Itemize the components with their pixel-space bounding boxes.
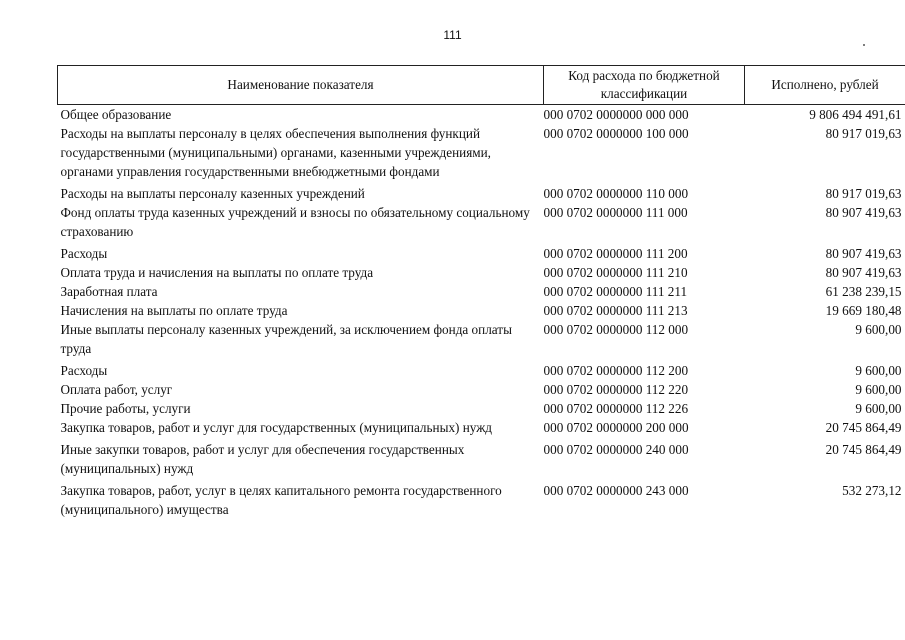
row-code: 000 0702 0000000 111 210 <box>543 265 688 280</box>
row-amount: 9 600,00 <box>855 382 902 397</box>
row-name: Оплата работ, услуг <box>60 382 173 397</box>
table-row <box>58 105 905 125</box>
row-amount: 80 917 019,63 <box>825 186 902 201</box>
header-indicator-name: Наименование показателя <box>58 66 544 105</box>
row-code: 000 0702 0000000 112 226 <box>543 401 689 416</box>
table-row <box>58 358 905 380</box>
row-amount: 9 600,00 <box>855 363 902 378</box>
row-amount: 61 238 239,15 <box>825 284 902 299</box>
table-row <box>58 418 905 437</box>
row-amount: 80 907 419,63 <box>825 246 902 261</box>
table-row <box>58 437 905 478</box>
row-code: 000 0702 0000000 000 000 <box>543 107 689 122</box>
table-row <box>58 320 905 358</box>
row-name: Оплата труда и начисления на выплаты по оплате труда <box>60 265 374 280</box>
row-name: Общее образование <box>60 107 172 122</box>
page-number: 111 <box>443 28 462 42</box>
table-row <box>58 399 905 418</box>
row-amount: 532 273,12 <box>842 483 902 498</box>
table-row <box>58 203 905 241</box>
row-name: Закупка товаров, работ, услуг в целях капитального ремонта государственного (муниципального) имущества <box>60 483 502 517</box>
row-code: 000 0702 0000000 112 200 <box>543 363 689 378</box>
row-name: Иные выплаты персоналу казенных учреждений, за исключением фонда оплаты труда <box>60 322 512 356</box>
row-amount: 20 745 864,49 <box>825 420 902 435</box>
table-row <box>58 263 905 282</box>
row-name: Прочие работы, услуги <box>60 401 191 416</box>
scan-speck <box>863 44 865 46</box>
table-row <box>58 478 905 519</box>
row-name: Расходы на выплаты персоналу казенных учреждений <box>60 186 365 201</box>
table-row <box>58 124 905 181</box>
row-name: Начисления на выплаты по оплате труда <box>60 303 288 318</box>
row-name: Расходы <box>60 363 108 378</box>
row-name: Иные закупки товаров, работ и услуг для обеспечения государственных (муниципальных) нужд <box>60 442 465 476</box>
row-amount: 9 806 494 491,61 <box>809 107 902 122</box>
row-name: Закупка товаров, работ и услуг для государственных (муниципальных) нужд <box>60 420 493 435</box>
row-code: 000 0702 0000000 240 000 <box>543 442 689 457</box>
table-header-row <box>58 66 905 105</box>
row-name: Заработная плата <box>60 284 158 299</box>
row-code: 000 0702 0000000 100 000 <box>543 126 689 141</box>
row-amount: 9 600,00 <box>855 322 902 337</box>
row-code: 000 0702 0000000 111 000 <box>543 205 688 220</box>
row-name: Расходы на выплаты персоналу в целях обеспечения выполнения функций государственными (муниципальными) органами, казенными учреждениями, органами управления государственными внебюджетными фондами <box>60 126 491 179</box>
table-row <box>58 301 905 320</box>
row-code: 000 0702 0000000 111 211 <box>543 284 688 299</box>
table-row <box>58 241 905 263</box>
table-row <box>58 380 905 399</box>
budget-execution-table <box>57 65 905 519</box>
row-amount: 9 600,00 <box>855 401 902 416</box>
row-code: 000 0702 0000000 111 213 <box>543 303 688 318</box>
row-name: Расходы <box>60 246 108 261</box>
table-row <box>58 181 905 203</box>
header-budget-code: Код расхода по бюджетной классификации <box>544 66 745 105</box>
row-amount: 80 907 419,63 <box>825 265 902 280</box>
row-name: Фонд оплаты труда казенных учреждений и взносы по обязательному социальному страхованию <box>60 205 530 239</box>
row-amount: 20 745 864,49 <box>825 442 902 457</box>
row-code: 000 0702 0000000 111 200 <box>543 246 688 261</box>
row-code: 000 0702 0000000 200 000 <box>543 420 689 435</box>
row-code: 000 0702 0000000 243 000 <box>543 483 689 498</box>
table-row <box>58 282 905 301</box>
row-amount: 80 907 419,63 <box>825 205 902 220</box>
row-amount: 80 917 019,63 <box>825 126 902 141</box>
header-executed-amount: Исполнено, рублей <box>745 66 905 105</box>
row-code: 000 0702 0000000 112 220 <box>543 382 689 397</box>
row-code: 000 0702 0000000 110 000 <box>543 186 689 201</box>
row-amount: 19 669 180,48 <box>825 303 902 318</box>
row-code: 000 0702 0000000 112 000 <box>543 322 689 337</box>
